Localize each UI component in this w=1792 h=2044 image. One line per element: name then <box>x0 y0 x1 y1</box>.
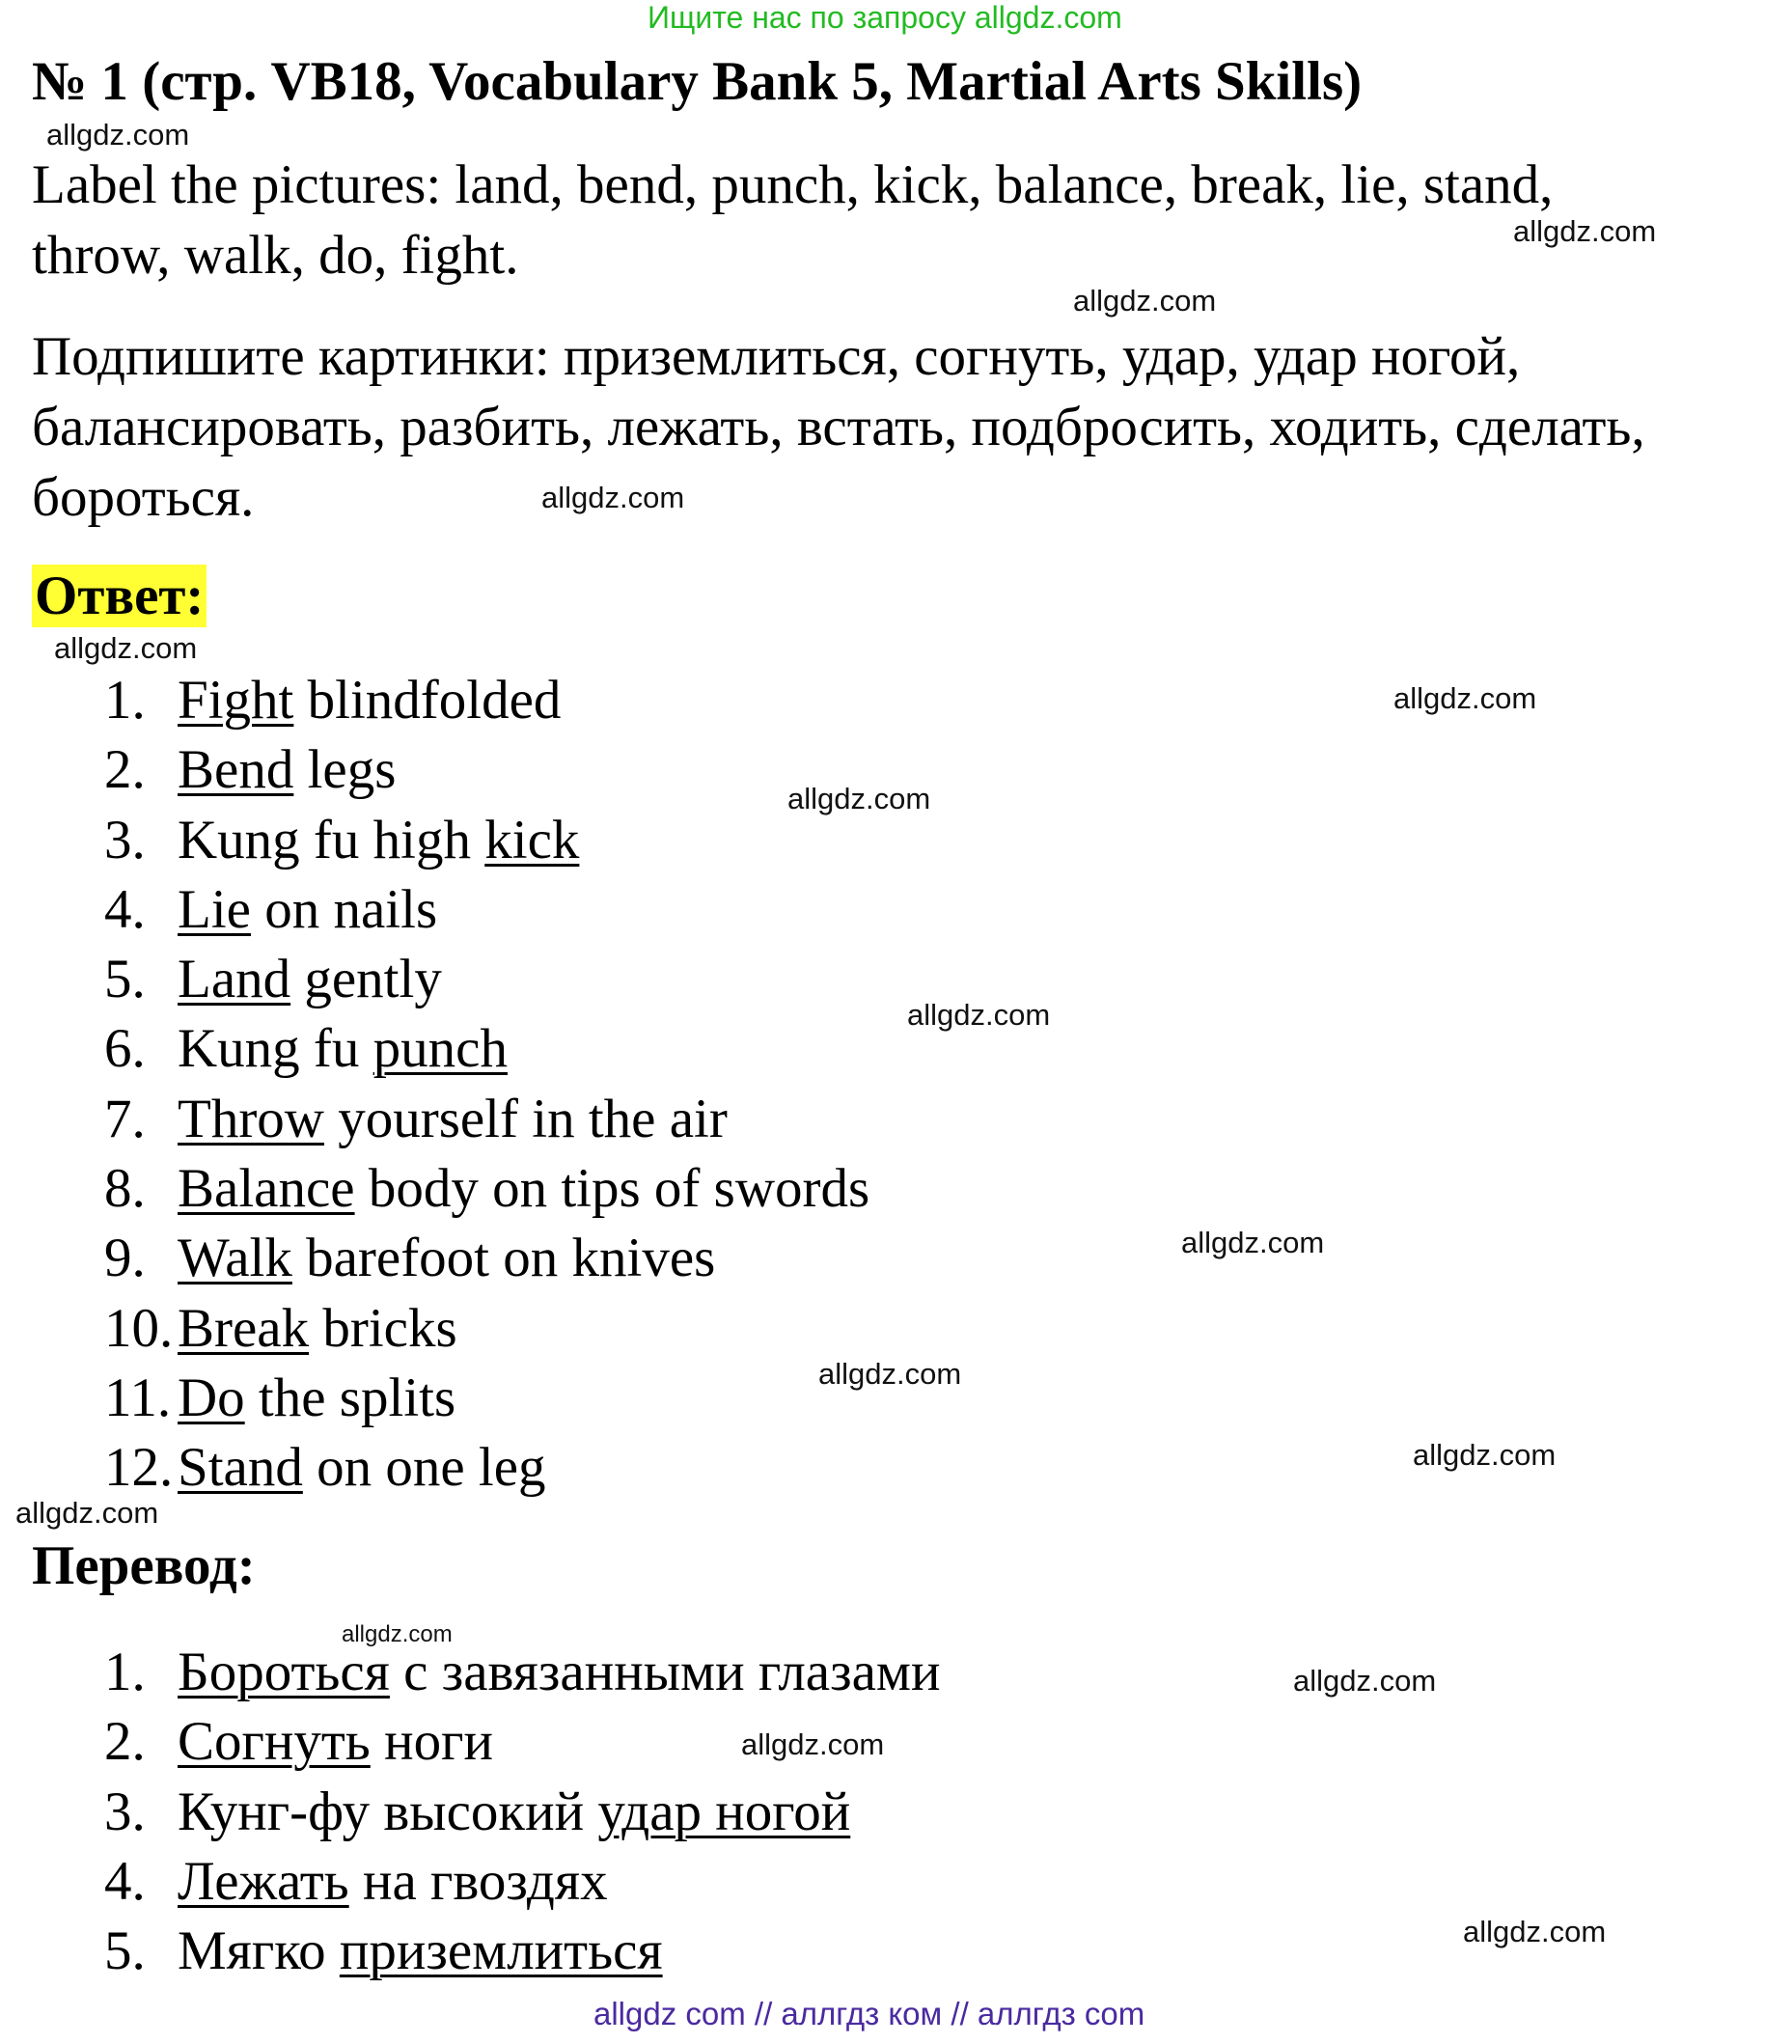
underlined-verb: Walk <box>178 1228 292 1289</box>
underlined-verb: Bend <box>178 739 294 801</box>
underlined-verb: Do <box>178 1367 245 1428</box>
answer-item <box>104 1433 869 1503</box>
underlined-verb: Break <box>178 1297 310 1359</box>
list-text <box>178 1014 508 1084</box>
underlined-verb: Лежать <box>178 1850 349 1912</box>
answer-item <box>104 875 869 945</box>
watermark: allgdz.com <box>1073 284 1217 318</box>
list-text <box>178 1224 715 1293</box>
underlined-verb: Stand <box>178 1437 303 1499</box>
text-prefix: Kung fu <box>178 1018 373 1080</box>
answer-item <box>104 945 869 1014</box>
watermark: allgdz.com <box>818 1357 962 1391</box>
answer-item <box>104 1154 869 1224</box>
underlined-verb: Lie <box>178 878 251 940</box>
list-text <box>178 1154 869 1224</box>
watermark: allgdz.com <box>1181 1226 1325 1259</box>
text-suffix: body on tips of swords <box>354 1158 870 1220</box>
answer-item <box>104 735 869 805</box>
translation-item <box>104 1778 940 1847</box>
watermark: allgdz.com <box>15 1496 159 1530</box>
list-number: 1. <box>104 1642 146 1702</box>
list-text <box>178 1778 850 1847</box>
watermark: allgdz.com <box>342 1621 453 1647</box>
underlined-verb: удар ногой <box>597 1781 851 1842</box>
underlined-verb: Throw <box>178 1088 324 1149</box>
list-text <box>178 1917 663 1986</box>
answer-item <box>104 666 869 735</box>
list-number: 5. <box>104 1920 146 1982</box>
watermark: allgdz.com <box>46 118 190 152</box>
list-text <box>178 1294 457 1364</box>
text-suffix: yourself in the air <box>323 1088 728 1149</box>
answer-item <box>104 1294 869 1364</box>
translation-item <box>104 1638 940 1707</box>
watermark: allgdz.com <box>1393 681 1537 715</box>
underlined-verb: Бороться <box>178 1642 390 1702</box>
text-suffix: ноги <box>370 1711 493 1773</box>
instruction-english: Label the pictures: land, bend, punch, kick, balance, break, lie, stand, throw, walk, do, fight. <box>32 154 1554 286</box>
list-number: 3. <box>104 1781 146 1842</box>
list-text <box>178 1847 608 1917</box>
list-text <box>178 1707 493 1777</box>
answer-item <box>104 1224 869 1293</box>
list-number: 7. <box>104 1088 146 1149</box>
list-number: 6. <box>104 1018 146 1080</box>
text-prefix: Kung fu high <box>178 809 485 870</box>
text-suffix: barefoot on knives <box>291 1228 716 1289</box>
list-number: 11. <box>104 1367 172 1428</box>
text-prefix: Мягко <box>178 1920 340 1982</box>
answers-list <box>104 666 869 1504</box>
text-suffix: gently <box>290 949 442 1010</box>
answer-item <box>104 1014 869 1084</box>
underlined-verb: Land <box>178 949 291 1010</box>
text-prefix: Кунг-фу высокий <box>178 1781 598 1842</box>
exercise-title: № 1 (стр. VB18, Vocabulary Bank 5, Martial Arts Skills) <box>32 51 1363 112</box>
watermark: allgdz.com <box>1463 1915 1607 1948</box>
footer-links: allgdz com // аллгдз ком // аллгдз com <box>593 1996 1145 2031</box>
watermark: allgdz.com <box>907 998 1051 1032</box>
underlined-verb: Согнуть <box>178 1711 371 1773</box>
watermark: allgdz.com <box>1413 1438 1557 1472</box>
underlined-verb: Fight <box>178 670 294 731</box>
watermark: allgdz.com <box>54 631 198 665</box>
list-number: 4. <box>104 1850 146 1912</box>
text-suffix: on nails <box>250 878 438 940</box>
list-number: 8. <box>104 1158 146 1220</box>
translation-item <box>104 1847 940 1917</box>
list-text <box>178 666 561 735</box>
list-number: 3. <box>104 809 146 870</box>
list-text <box>178 1085 728 1154</box>
text-suffix: с завязанными глазами <box>389 1642 941 1702</box>
underlined-verb: Balance <box>178 1158 355 1220</box>
watermark: allgdz.com <box>741 1727 885 1761</box>
text-suffix: on one leg <box>302 1437 546 1499</box>
list-number: 12. <box>104 1437 174 1499</box>
list-text <box>178 806 579 875</box>
answer-item <box>104 1364 869 1433</box>
text-suffix: bricks <box>309 1297 457 1359</box>
list-number: 4. <box>104 878 146 940</box>
list-text <box>178 945 442 1014</box>
text-suffix: legs <box>293 739 397 801</box>
underlined-verb: kick <box>484 809 580 870</box>
answer-item <box>104 1085 869 1154</box>
list-number: 5. <box>104 949 146 1010</box>
list-text <box>178 1638 940 1707</box>
underlined-verb: punch <box>372 1018 508 1080</box>
list-number: 2. <box>104 1711 146 1773</box>
watermark: allgdz.com <box>1293 1664 1437 1698</box>
list-text <box>178 1433 546 1503</box>
list-text <box>178 735 396 805</box>
watermark: allgdz.com <box>1513 214 1657 248</box>
watermark: allgdz.com <box>541 481 685 514</box>
text-suffix: на гвоздях <box>348 1850 608 1912</box>
top-banner: Ищите нас по запросу allgdz.com <box>648 0 1122 35</box>
watermark: allgdz.com <box>787 782 931 815</box>
list-number: 2. <box>104 739 146 801</box>
text-suffix: blindfolded <box>293 670 562 731</box>
answer-item <box>104 806 869 875</box>
translation-heading: Перевод: <box>32 1535 256 1596</box>
text-suffix: the splits <box>244 1367 456 1428</box>
answer-heading: Ответ: <box>32 565 207 627</box>
list-number: 10. <box>104 1297 174 1359</box>
translations-list <box>104 1638 940 1986</box>
list-text <box>178 875 437 945</box>
list-number: 9. <box>104 1228 146 1289</box>
translation-item <box>104 1917 940 1986</box>
underlined-verb: приземлиться <box>339 1920 663 1982</box>
instruction-russian: Подпишите картинки: приземлиться, согнуть, удар, удар ногой, балансировать, разбить, лежать, встать, подбросить, ходить, сделать, бороться. <box>32 326 1645 528</box>
list-number: 1. <box>104 670 146 731</box>
list-text <box>178 1364 455 1433</box>
